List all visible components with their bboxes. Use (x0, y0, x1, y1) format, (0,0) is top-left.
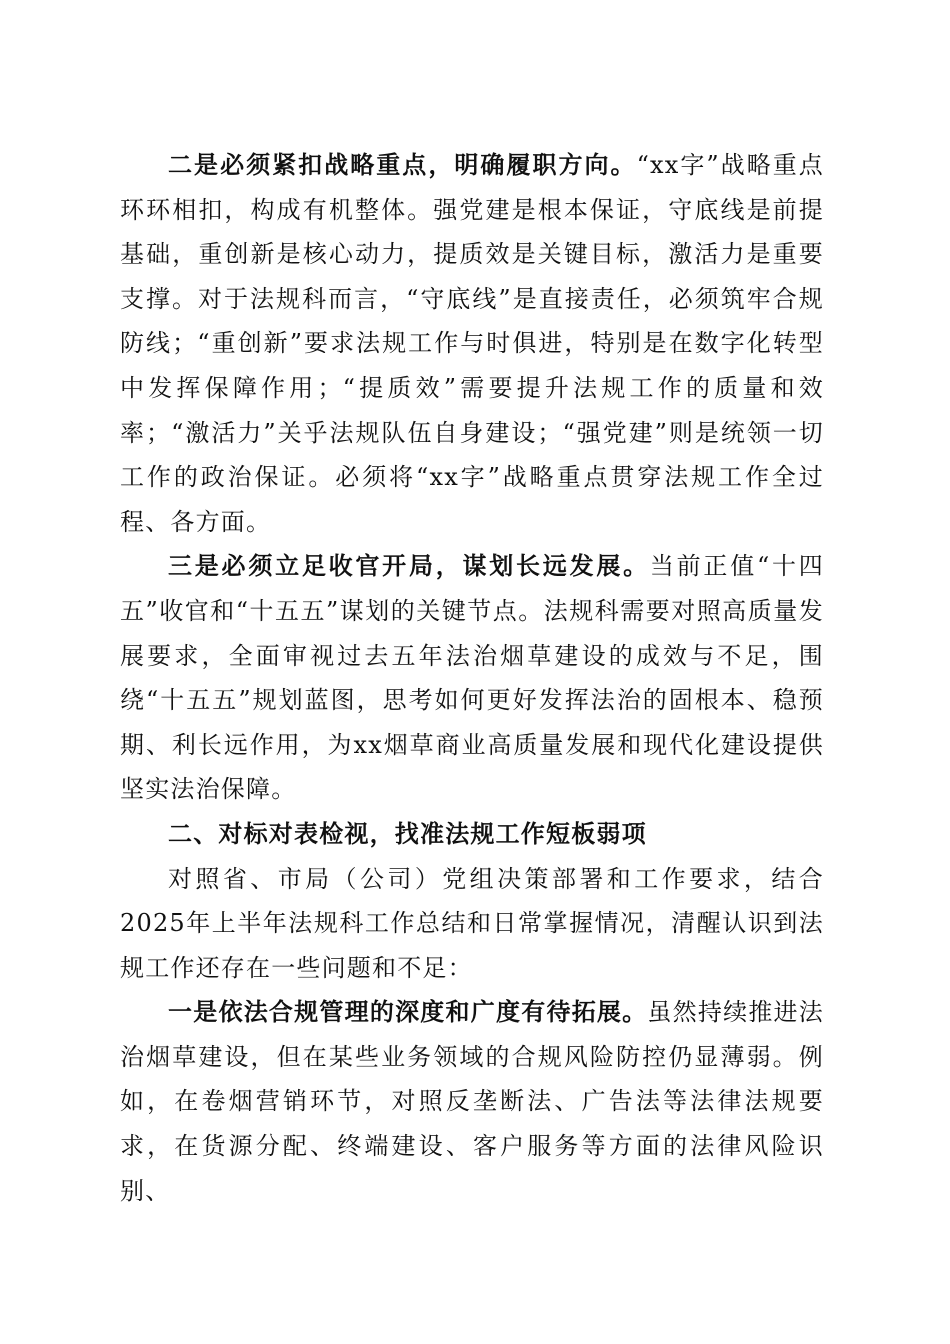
paragraph-text: 虽然持续推进法治烟草建设，但在某些业务领域的合规风险防控仍显薄弱。例如，在卷烟营销环节，对照反垄断法、广告法等法律法规要求，在货源分配、终端建设、客户服务等方面的法律风险识别、 (120, 998, 824, 1205)
paragraph-lead: 二是必须紧扣战略重点，明确履职方向。 (168, 150, 637, 179)
paragraph-intro: 对照省、市局（公司）党组决策部署和工作要求，结合2025年上半年法规科工作总结和日常掌握情况，清醒认识到法规工作还存在一些问题和不足： (120, 864, 824, 982)
section-heading: 二、对标对表检视，找准法规工作短板弱项 (168, 819, 647, 848)
paragraph-text: “xx字”战略重点环环相扣，构成有机整体。强党建是根本保证，守底线是前提基础，重创新是核心动力，提质效是关键目标，激活力是重要支撑。对于法规科而言，“守底线”是直接责任，必须筑牢合规防线；“重创新”要求法规工作与时俱进，特别是在数字化转型中发挥保障作用；“提质效”需要提升法规工作的质量和效率；“激活力”关乎法规队伍自身建设；“强党建”则是统领一切工作的政治保证。必须将“xx字”战略重点贯穿法规工作全过程、各方面。 (120, 151, 824, 536)
paragraph-text: 当前正值“十四五”收官和“十五五”谋划的关键节点。法规科需要对照高质量发展要求，全面审视过去五年法治烟草建设的成效与不足，围绕“十五五”规划蓝图，思考如何更好发挥法治的固根本、稳预期、利长远作用，为xx烟草商业高质量发展和现代化建设提供坚实法治保障。 (120, 552, 824, 804)
paragraph-lead: 三是必须立足收官开局，谋划长远发展。 (168, 551, 650, 581)
paragraph-strategic-focus (120, 143, 824, 544)
document-body (120, 143, 824, 1213)
paragraph-long-term-planning (120, 544, 824, 812)
paragraph-compliance-management (120, 990, 824, 1213)
paragraph-lead: 一是依法合规管理的深度和广度有待拓展。 (168, 997, 648, 1027)
